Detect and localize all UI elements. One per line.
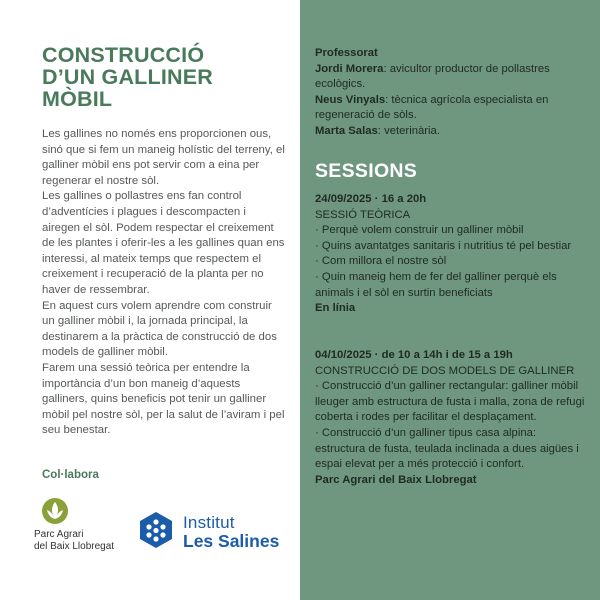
session-bullet: · Com millora el nostre sòl	[315, 255, 447, 268]
intro-paragraph: Les gallines o pollastres ens fan control d’adventícies i plagues i descompacten i airegen el sòl. Podem respectar el creixement de les plantes i oferir-les a les gallines quan ens interessi, al mateix temps que respectem el creixement i recuperació de la planta per no haver de ressembrar.	[42, 190, 285, 296]
intro-paragraph: Les gallines no només ens proporcionen ous, sinó que si fem un maneig holístic del terreny, el galliner mòbil ens pot servir com a eina per regenerar el nostre sòl.	[42, 128, 285, 187]
teacher-role: : veterinària.	[377, 124, 440, 137]
intro-text	[42, 127, 286, 439]
session-bullet: · Construcció d’un galliner tipus casa alpina: estructura de fusta, teulada inclinada a dues aigües i espai elevat per a més protecció i confort.	[315, 426, 579, 471]
session-place: Parc Agrari del Baix Llobregat	[315, 473, 477, 486]
session-bullet: · Perquè volem construir un galliner mòbil	[315, 224, 524, 237]
intro-paragraph: En aquest curs volem aprendre com construir un galliner mòbil i, la jornada principal, la destinarem a la pràctica de construcció de dos models de galliner mòbil.	[42, 299, 277, 359]
teachers-section	[315, 46, 587, 140]
leaf-icon	[41, 497, 69, 525]
hexagon-icon	[137, 511, 175, 549]
collabora-label: Col·labora	[42, 469, 99, 481]
session-2	[315, 348, 587, 488]
title-line-1: CONSTRUCCIÓ	[42, 43, 205, 67]
teacher-role: : avicultor productor de pollastres ecològics.	[315, 62, 550, 91]
title-line-2: D’UN GALLINER	[42, 65, 214, 89]
teacher-role: : tècnica agrícola especialista en regeneració de sòls.	[315, 93, 549, 122]
teacher-item	[315, 124, 587, 140]
session-title: SESSIÓ TEÒRICA	[315, 208, 411, 221]
parc-line-2: del Baix Llobregat	[34, 540, 115, 552]
intro-paragraph: Farem una sessió teòrica per entendre la importància d’un bon maneig d’aquests galliners, quins beneficis pot tenir un galliner mòbil pel nostre sòl, per la salut de l’aviram i pel seu benestar.	[42, 361, 285, 437]
teacher-name: Neus Vinyals	[315, 93, 386, 106]
course-title	[42, 44, 282, 110]
title-line-3: MÒBIL	[42, 87, 113, 111]
teacher-name: Jordi Morera	[315, 62, 384, 75]
parc-agrari-logo	[34, 497, 134, 557]
session-date: 04/10/2025 · de 10 a 14h i de 15 a 19h	[315, 349, 513, 361]
institut-les-salines-logo	[137, 511, 287, 553]
session-date: 24/09/2025 · 16 a 20h	[315, 193, 427, 205]
session-1	[315, 192, 587, 317]
teachers-heading: Professorat	[315, 47, 378, 59]
session-title: CONSTRUCCIÓ DE DOS MODELS DE GALLINER	[315, 364, 575, 377]
teacher-item	[315, 62, 587, 93]
session-bullet: · Construcció d’un galliner rectangular: galliner mòbil lleuger amb estructura de fusta i malla, zona de refugi coberta i rodes per facilitar el desplaçament.	[315, 380, 585, 424]
teacher-item	[315, 93, 587, 124]
institut-line-1: Institut	[183, 513, 235, 532]
teacher-name: Marta Salas	[315, 124, 378, 137]
parc-line-1: Parc Agrari	[34, 529, 84, 540]
sessions-heading: SESSIONS	[315, 160, 418, 182]
session-bullet: · Quin maneig hem de fer del galliner perquè els animals i el sòl en surtin beneficiats	[315, 270, 557, 299]
session-place: En línia	[315, 302, 356, 315]
institut-line-2: Les Salines	[183, 531, 280, 551]
session-bullet: · Quins avantatges sanitaris i nutritius té pel bestiar	[315, 239, 572, 252]
